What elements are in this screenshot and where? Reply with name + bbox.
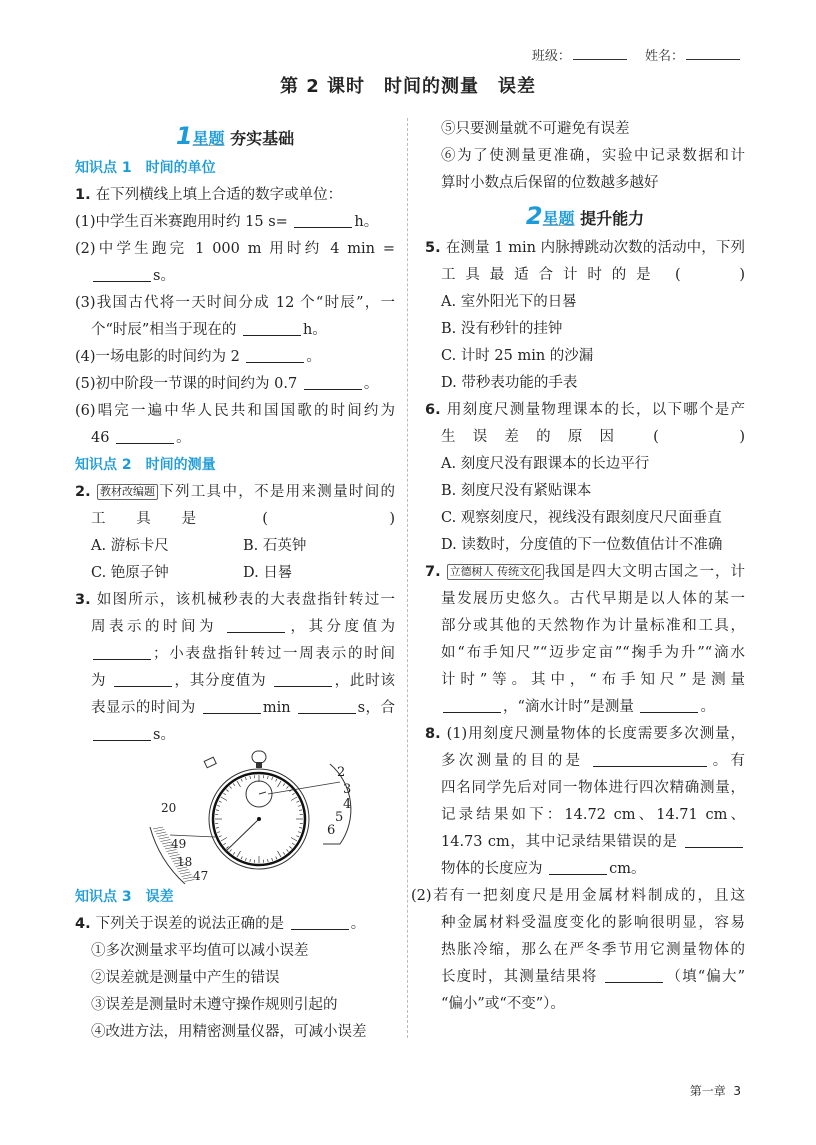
answer-blank[interactable] <box>203 697 261 714</box>
text-line <box>425 775 745 802</box>
answer-blank[interactable] <box>294 211 352 228</box>
text-segment: ④改进方法，用精密测量仪器，可减小误差 <box>91 1024 367 1040</box>
text-line <box>425 262 745 289</box>
class-label: 班级： <box>531 49 571 64</box>
dial-label: 2 <box>337 765 346 780</box>
text-line <box>425 640 745 667</box>
answer-option: C. 铯原子钟 <box>91 565 169 581</box>
dial-label: 3 <box>343 782 352 797</box>
answer-blank[interactable] <box>304 373 362 390</box>
text-line <box>75 911 395 938</box>
text-line <box>75 479 395 506</box>
text-line <box>425 143 745 170</box>
text-line <box>425 667 745 694</box>
text-segment: (4)一场电影的时间约为 2 <box>75 349 245 365</box>
text-line <box>75 263 395 290</box>
question-number: 1. <box>75 187 96 203</box>
section-star-label: 星题 <box>542 209 575 228</box>
text-segment: ，此时该 <box>333 673 395 689</box>
text-segment: B. 没有秒针的挂钟 <box>441 321 563 337</box>
text-segment: s。 <box>153 727 175 743</box>
text-segment: ⑤只要测量就不可避免有误差 <box>441 121 630 137</box>
text-segment: 。 <box>306 349 321 365</box>
text-line <box>75 290 395 317</box>
text-segment: ⑥为了使测量更准确，实验中记录数据和计 <box>441 148 745 164</box>
text-line <box>425 937 745 964</box>
dial-label: 5 <box>335 810 344 825</box>
dial-label: 49 <box>171 837 187 851</box>
text-line <box>425 116 745 143</box>
answer-blank[interactable] <box>93 724 151 741</box>
answer-blank[interactable] <box>227 616 285 633</box>
text-segment: 。有 <box>709 753 745 769</box>
text-line <box>425 910 745 937</box>
text-segment: 种金属材料受温度变化的影响很明显，容易 <box>441 915 745 931</box>
answer-bracket[interactable]: ( ) <box>653 429 745 445</box>
section-number: 1 <box>175 122 193 150</box>
answer-blank[interactable] <box>291 913 349 930</box>
text-segment: B. 刻度尺没有紧贴课本 <box>441 483 592 499</box>
answer-blank[interactable] <box>243 319 301 336</box>
section-title: 提升能力 <box>574 209 645 228</box>
name-field[interactable] <box>686 47 740 60</box>
text-line <box>425 586 745 613</box>
text-segment: 46 <box>91 430 115 446</box>
text-segment: h。 <box>302 322 327 338</box>
text-line <box>425 370 745 397</box>
text-line <box>425 316 745 343</box>
text-segment: ①多次测量求平均值可以减小误差 <box>91 943 309 959</box>
text-segment: 四名同学先后对同一物体进行四次精确测量， <box>441 780 745 796</box>
dial-label: 47 <box>193 869 209 883</box>
text-line <box>411 883 745 910</box>
text-segment: 周表示的时间为 <box>91 619 217 635</box>
column-divider <box>407 118 408 1038</box>
answer-blank[interactable] <box>593 750 651 767</box>
answer-bracket[interactable]: ( ) <box>262 511 395 527</box>
question-number: 6. <box>425 402 447 418</box>
answer-blank[interactable] <box>298 697 356 714</box>
right-column <box>411 116 745 1018</box>
answer-blank[interactable] <box>685 831 743 848</box>
text-line <box>425 397 745 424</box>
stopwatch-diagram <box>75 749 395 884</box>
text-segment: ，其分度值为 <box>287 619 395 635</box>
text-line <box>75 344 395 371</box>
text-segment: 。 <box>350 916 366 932</box>
text-line <box>425 289 745 316</box>
text-segment: C. 计时 25 min 的沙漏 <box>441 348 594 364</box>
answer-option: B. 石英钟 <box>243 538 307 554</box>
text-segment: D. 读数时，分度值的下一位数值估计不准确 <box>441 537 723 553</box>
text-segment: (3)我国古代将一天时间分成 12 个“时辰”，一 <box>75 295 395 311</box>
page-footer <box>690 1082 741 1099</box>
text-line <box>425 235 745 262</box>
text-segment: min <box>262 700 291 716</box>
text-line <box>75 614 395 641</box>
chapter-label: 第一章 <box>689 1084 726 1098</box>
text-line <box>75 641 395 668</box>
text-line <box>425 559 745 586</box>
answer-blank[interactable] <box>114 670 172 687</box>
class-field[interactable] <box>573 47 627 60</box>
text-line <box>425 991 745 1018</box>
student-info <box>532 45 740 64</box>
text-segment: 用刻度尺测量物理课本的长，以下哪个是产 <box>446 402 745 418</box>
section-header <box>425 197 745 235</box>
text-segment: 量发展历史悠久。古代早期是以人体的某一 <box>441 591 745 607</box>
text-segment: 我国是四大文明古国之一，计 <box>544 564 745 580</box>
text-line <box>425 964 745 991</box>
text-segment: 下列关于误差的说法正确的是 <box>95 916 285 932</box>
question-number: 3. <box>75 592 97 608</box>
text-segment: 。 <box>700 699 715 715</box>
section-title: 夯实基础 <box>224 129 295 148</box>
text-line <box>425 343 745 370</box>
text-line <box>75 317 395 344</box>
text-segment: s，合 <box>357 700 395 716</box>
text-segment: (2)若有一把刻度尺是用金属材料制成的，且这 <box>411 888 745 904</box>
text-segment: 工具是 <box>91 511 227 527</box>
answer-blank[interactable] <box>649 750 707 767</box>
text-segment: 如“布手知尺”“迈步定亩”“掬手为升”“滴水 <box>441 645 745 661</box>
text-segment: ③误差是测量时未遵守操作规则引起的 <box>91 997 338 1013</box>
text-line <box>425 613 745 640</box>
knowledge-point-heading: 知识点 3 误差 <box>75 889 174 905</box>
text-line <box>425 721 745 748</box>
text-line <box>75 992 395 1019</box>
answer-blank[interactable] <box>640 696 698 713</box>
text-segment: h。 <box>354 214 379 230</box>
text-segment: 14.73 cm，其中记录结果错误的是 <box>441 834 678 850</box>
knowledge-point-heading: 知识点 1 时间的单位 <box>75 160 216 176</box>
text-segment: C. 观察刻度尺，视线没有跟刻度尺尺面垂直 <box>441 510 722 526</box>
text-segment: (1)中学生百米赛跑用时约 15 s= <box>75 214 288 230</box>
text-line <box>75 560 395 587</box>
text-line <box>425 748 745 775</box>
text-line <box>75 209 395 236</box>
text-segment: D. 带秒表功能的手表 <box>441 375 578 391</box>
answer-option: A. 游标卡尺 <box>91 538 169 554</box>
question-number: 8. <box>425 726 447 742</box>
stopwatch-figure <box>75 749 395 884</box>
answer-blank[interactable] <box>605 966 663 983</box>
text-line <box>425 694 745 721</box>
dial-label: 18 <box>177 855 193 869</box>
text-line <box>75 587 395 614</box>
left-column <box>75 117 395 1046</box>
dial-label: 4 <box>343 797 352 812</box>
text-segment: 算时小数点后保留的位数越多越好 <box>441 175 659 191</box>
section-header <box>75 117 395 155</box>
text-segment: 个“时辰”相当于现在的 <box>91 322 237 338</box>
answer-blank[interactable] <box>274 670 332 687</box>
text-line <box>75 371 395 398</box>
text-segment: 在测量 1 min 内脉搏跳动次数的活动中，下列 <box>445 240 745 256</box>
text-segment: (5)初中阶段一节课的时间约为 0.7 <box>75 376 302 392</box>
text-segment: 长度时，其测量结果将 <box>441 969 598 985</box>
answer-blank[interactable] <box>443 696 501 713</box>
text-line <box>75 668 395 695</box>
text-segment: 记录结果如下：14.72 cm、14.71 cm、 <box>441 807 745 823</box>
name-label: 姓名： <box>644 49 684 64</box>
dial-label: 20 <box>161 801 177 815</box>
text-segment: 下列工具中，不是用来测量时间的 <box>157 484 395 500</box>
question-number: 4. <box>75 916 96 932</box>
question-number: 2. <box>75 484 97 500</box>
question-number: 7. <box>425 564 447 580</box>
text-line <box>75 965 395 992</box>
text-line <box>75 398 395 425</box>
answer-blank[interactable] <box>549 858 607 875</box>
text-line <box>75 1019 395 1046</box>
text-segment: 。 <box>176 430 191 446</box>
text-line <box>425 802 745 829</box>
text-segment: s。 <box>153 268 175 284</box>
question-tag: 教材改编题 <box>97 484 158 500</box>
text-segment: 计时”等。其中，“布手知尺”是测量 <box>441 672 745 688</box>
dial-label: 6 <box>327 823 336 838</box>
text-line <box>75 236 395 263</box>
page-title: 第 2 课时 时间的测量 误差 <box>279 76 537 97</box>
text-line <box>425 505 745 532</box>
text-segment: 热胀冷缩，那么在严冬季节用它测量物体的 <box>441 942 745 958</box>
text-segment: ，其分度值为 <box>173 673 267 689</box>
text-segment: “偏小”或“不变”）。 <box>441 996 565 1012</box>
text-segment: cm。 <box>609 861 646 877</box>
text-segment: 如图所示，该机械秒表的大表盘指针转过一 <box>96 592 395 608</box>
answer-blank[interactable] <box>93 643 151 660</box>
answer-blank[interactable] <box>93 265 151 282</box>
text-segment: 生误差的原因 <box>441 429 632 445</box>
text-segment: (2)中学生跑完 1 000 m 用时约 4 min = <box>75 241 395 257</box>
text-segment: A. 刻度尺没有跟课本的长边平行 <box>441 456 650 472</box>
text-line <box>75 695 395 722</box>
text-segment: A. 室外阳光下的日晷 <box>441 294 577 310</box>
text-segment: 物体的长度应为 <box>441 861 543 877</box>
text-line <box>75 533 395 560</box>
text-line <box>75 938 395 965</box>
text-segment: 多次测量的目的是 <box>441 753 584 769</box>
section-star-label: 星题 <box>192 129 225 148</box>
page-number: 3 <box>733 1084 741 1098</box>
answer-blank[interactable] <box>246 346 304 363</box>
text-line <box>75 722 395 749</box>
text-segment: 表显示的时间为 <box>91 700 196 716</box>
section-number: 2 <box>525 202 543 230</box>
text-line <box>425 478 745 505</box>
text-segment: 为 <box>91 673 107 689</box>
text-segment: (6)唱完一遍中华人民共和国国歌的时间约为 <box>75 403 395 419</box>
text-line <box>425 451 745 478</box>
text-segment: ；小表盘指针转过一周表示的时间 <box>153 646 395 662</box>
answer-option: D. 日晷 <box>243 565 293 581</box>
text-line <box>425 856 745 883</box>
text-line <box>425 424 745 451</box>
text-segment: （填“偏大” <box>665 969 745 985</box>
knowledge-point-heading: 知识点 2 时间的测量 <box>75 457 216 473</box>
text-segment: 部分或其他的天然物作为计量标准和工具， <box>441 618 745 634</box>
text-line <box>425 829 745 856</box>
text-line <box>75 182 395 209</box>
text-line <box>75 425 395 452</box>
text-line <box>75 506 395 533</box>
question-number: 5. <box>425 240 446 256</box>
text-segment: 在下列横线上填上合适的数字或单位： <box>95 187 343 203</box>
text-segment: ②误差就是测量中产生的错误 <box>91 970 280 986</box>
question-tag: 立德树人 传统文化 <box>447 564 545 580</box>
text-segment: 。 <box>363 376 379 392</box>
text-segment: ，“滴水计时”是测量 <box>503 699 634 715</box>
text-line <box>425 532 745 559</box>
text-segment: 工具最适合计时的是 <box>441 267 661 283</box>
answer-blank[interactable] <box>116 427 174 444</box>
text-segment: (1)用刻度尺测量物体的长度需要多次测量， <box>446 726 745 742</box>
answer-bracket[interactable]: ( ) <box>675 267 745 283</box>
text-line <box>425 170 745 197</box>
